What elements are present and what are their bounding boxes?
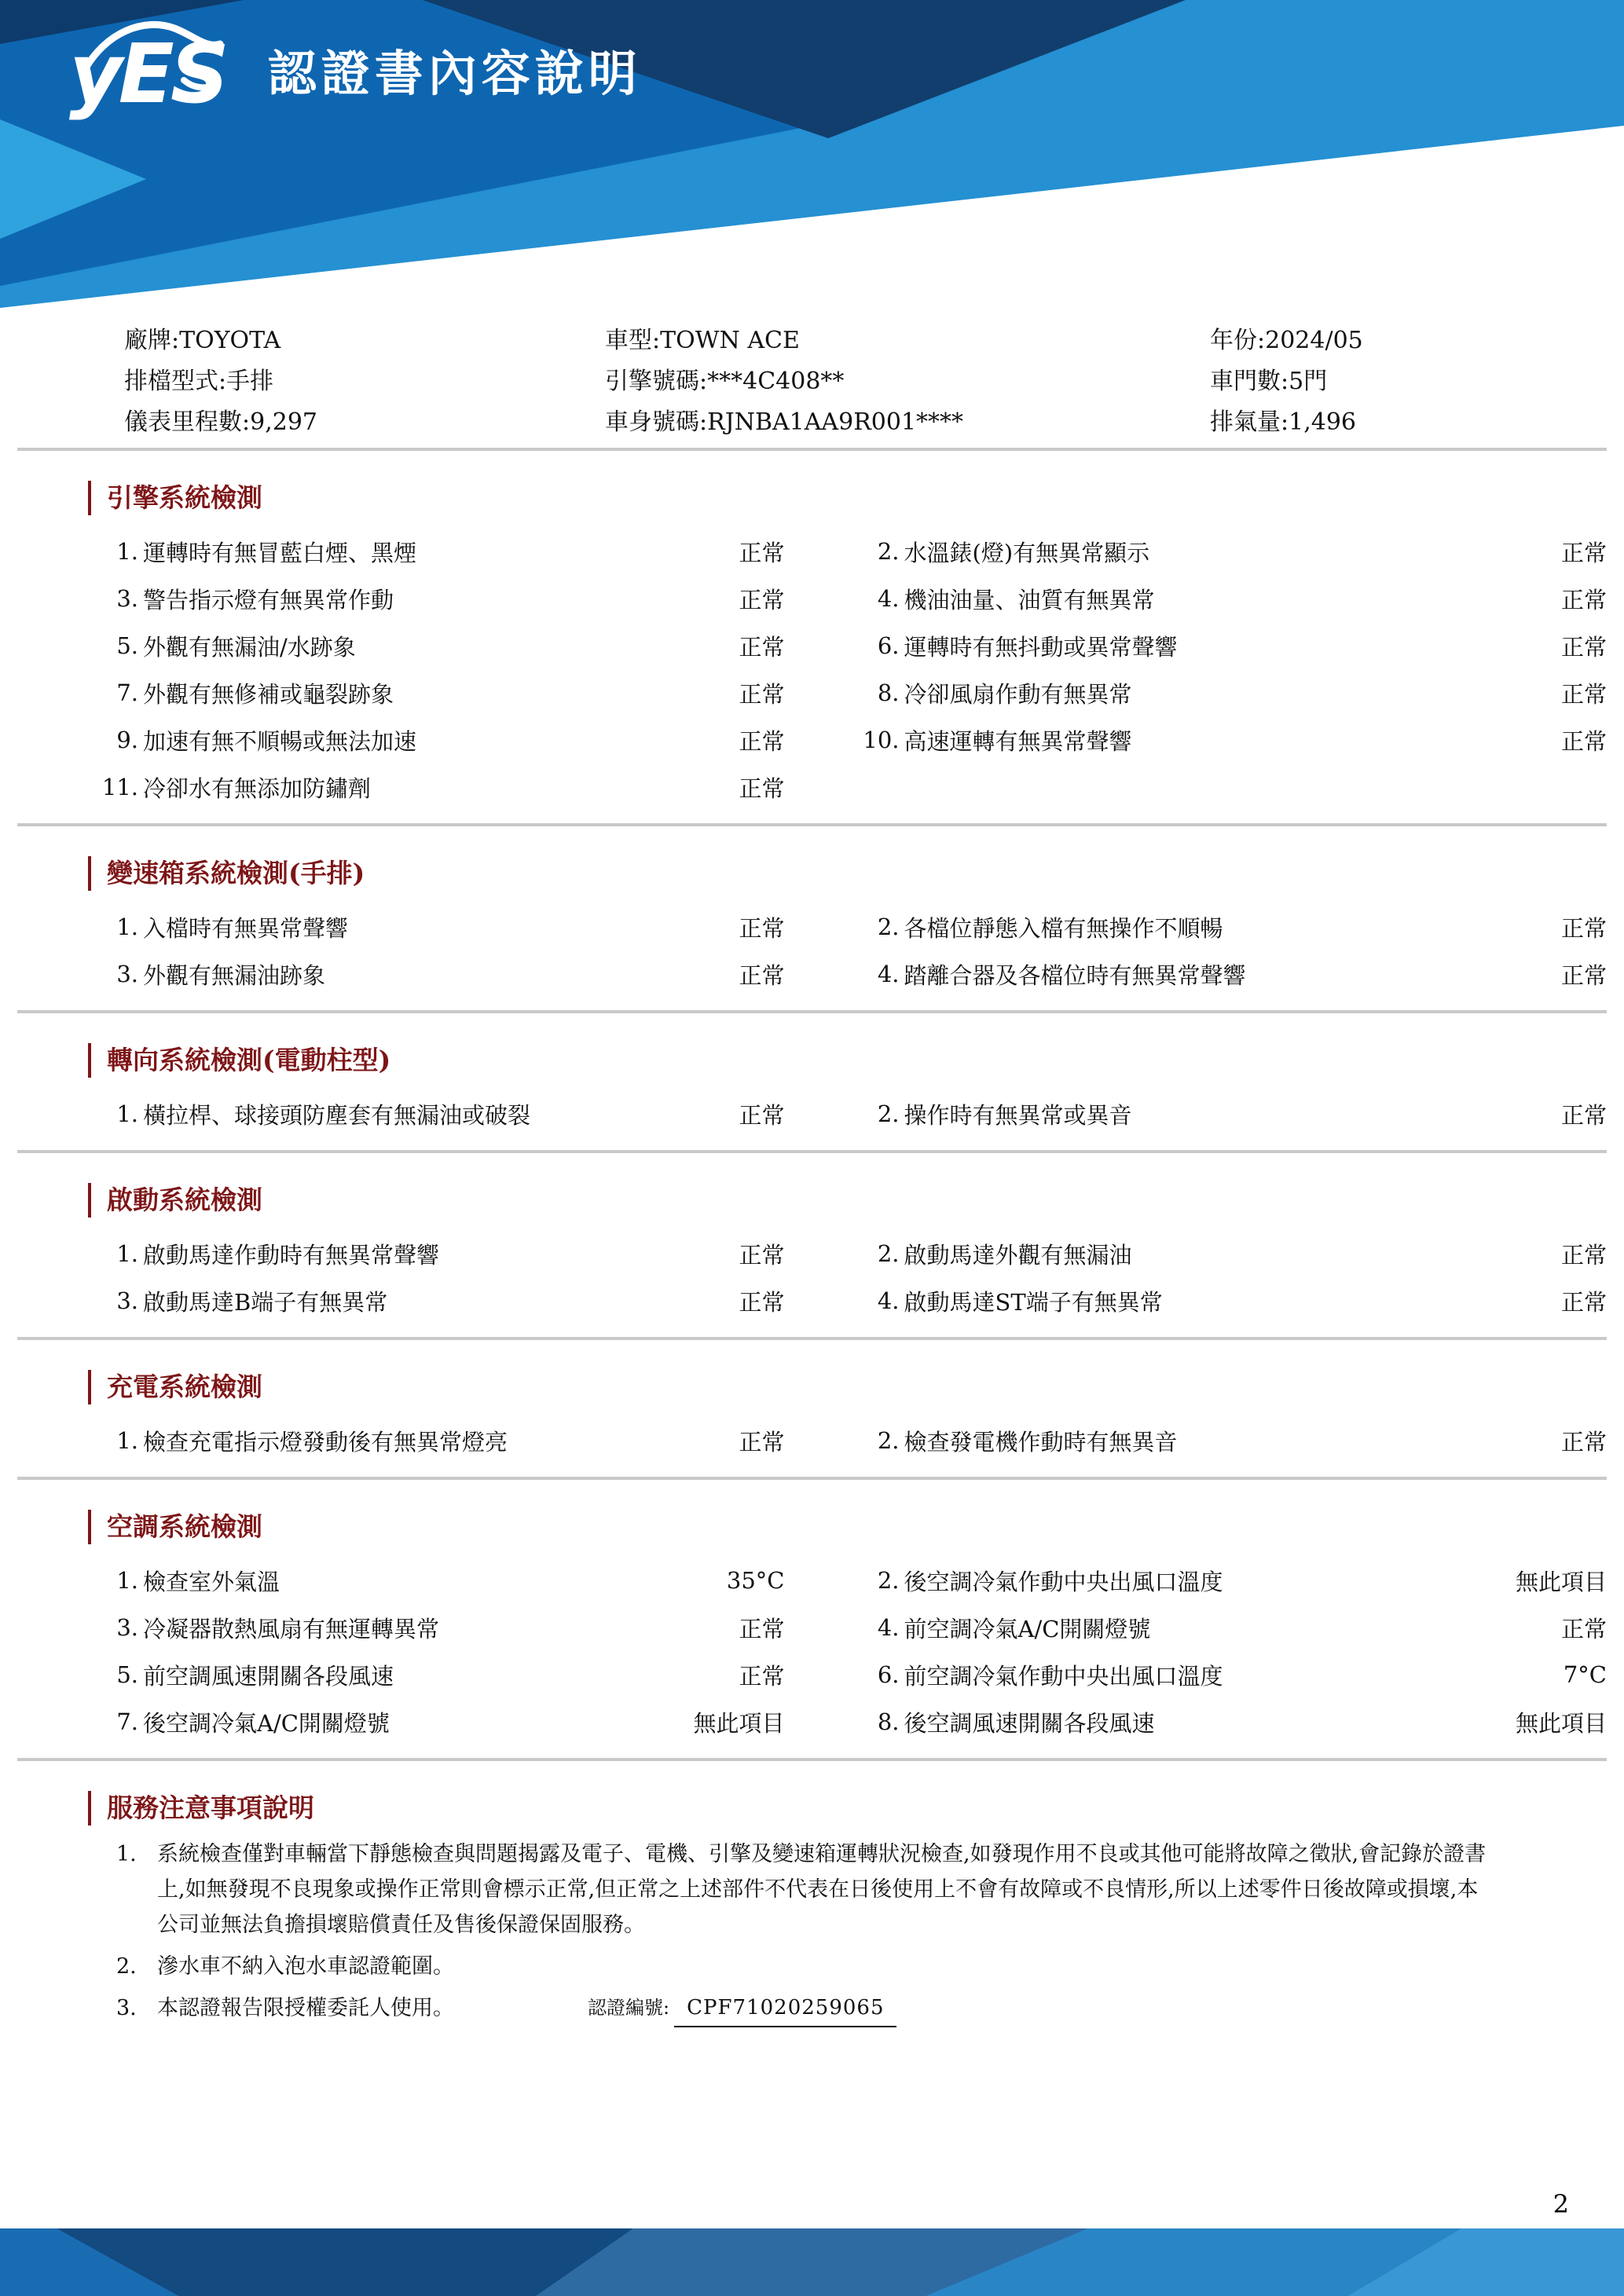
item-text: 前空調冷氣A/C開關燈號 (904, 1615, 1151, 1642)
info-label: 排氣量 (1210, 408, 1281, 436)
vehicle-info-cell (124, 361, 605, 402)
item-text: 啟動馬達外觀有無漏油 (904, 1241, 1132, 1269)
item-number: 7. (116, 1708, 138, 1735)
item-result: 正常 (739, 1428, 785, 1456)
info-value: 手排 (226, 368, 274, 395)
item-text: 各檔位靜態入檔有無操作不順暢 (904, 914, 1223, 942)
item-text: 前空調風速開關各段風速 (143, 1662, 394, 1690)
section-items (0, 1557, 1624, 1745)
vehicle-info (0, 320, 1624, 443)
item-text: 檢查室外氣溫 (143, 1568, 280, 1595)
item-number: 11. (101, 774, 138, 800)
service-notes (0, 1791, 1624, 2027)
item-number: 8. (877, 1708, 900, 1735)
note-text: 本認證報告限授權委託人使用。 (157, 1996, 454, 2020)
item-text: 加速有無不順暢或無法加速 (143, 727, 417, 755)
page-number: 2 (1553, 2189, 1569, 2219)
info-label: 廠牌 (124, 327, 171, 354)
item-number: 7. (116, 679, 138, 706)
certificate-number-value: CPF71020259065 (674, 1990, 896, 2027)
item-number: 5. (116, 632, 138, 659)
item-number: 6. (877, 1661, 900, 1688)
certificate-number-line (588, 1990, 896, 2027)
inspection-section (0, 856, 1624, 1013)
vehicle-info-cell (605, 320, 1210, 361)
inspection-item (823, 622, 1608, 669)
inspection-item (0, 1651, 785, 1698)
inspection-item (0, 903, 785, 950)
item-text: 前空調冷氣作動中央出風口溫度 (904, 1662, 1223, 1690)
item-text: 操作時有無異常或異音 (904, 1101, 1132, 1129)
item-text: 冷卻水有無添加防鏽劑 (143, 774, 372, 802)
item-result: 正常 (1560, 1241, 1607, 1269)
inspection-item (0, 622, 785, 669)
item-number: 5. (116, 1661, 138, 1688)
item-text: 啟動馬達作動時有無異常聲響 (143, 1241, 440, 1269)
item-number: 4. (877, 961, 900, 987)
inspection-item (823, 903, 1608, 950)
info-value: ***4C408** (707, 368, 845, 395)
section-divider (17, 1010, 1607, 1013)
item-number: 4. (877, 1287, 900, 1314)
vehicle-info-cell (605, 361, 1210, 402)
item-number: 9. (116, 727, 138, 753)
info-label: 車型 (605, 327, 652, 354)
note-item (116, 1836, 1577, 1943)
inspection-item (0, 764, 785, 811)
item-result: 正常 (1560, 1615, 1607, 1642)
note-text: 系統檢查僅對車輛當下靜態檢查與問題揭露及電子、電機、引擎及變速箱運轉狀況檢查,如發現作用不良或其他可能將故障之徵狀,會記錄於證書上,如無發現不良現象或操作正常則會標示正常,但正常之上述部件不代表在日後使用上不會有故障或不良情形,所以上述零件日後故障或損壞,本公司並無法負擔損壞賠償責任及售後保證保固服務。 (157, 1842, 1487, 1937)
info-value: TOYOTA (179, 327, 281, 354)
item-result: 正常 (1560, 539, 1607, 566)
item-number: 2. (877, 1240, 900, 1267)
item-text: 外觀有無修補或龜裂跡象 (143, 680, 394, 708)
item-result: 無此項目 (1515, 1568, 1607, 1595)
inspection-item (0, 1277, 785, 1324)
section-title: 變速箱系統檢測(手排) (88, 856, 1624, 891)
item-number: 1. (116, 914, 138, 940)
section-divider (17, 1477, 1607, 1480)
inspection-section (0, 1370, 1624, 1480)
item-number: 4. (877, 1614, 900, 1641)
section-items (0, 1230, 1624, 1324)
info-colon: : (699, 408, 708, 436)
inspection-section (0, 481, 1624, 826)
item-number: 3. (116, 1614, 138, 1641)
item-result: 正常 (739, 1288, 785, 1316)
note-item (116, 1990, 1577, 2027)
section-title: 空調系統檢測 (88, 1510, 1624, 1544)
item-number: 8. (877, 679, 900, 706)
item-result: 無此項目 (1515, 1709, 1607, 1737)
section-items (0, 1090, 1624, 1137)
item-number: 2. (877, 914, 900, 940)
info-value: 1,496 (1289, 408, 1356, 436)
inspection-item (823, 528, 1608, 575)
info-colon: : (171, 327, 180, 354)
notes-title: 服務注意事項說明 (88, 1791, 1624, 1825)
info-colon: : (218, 368, 227, 395)
item-text: 高速運轉有無異常聲響 (904, 727, 1132, 755)
inspection-item (0, 528, 785, 575)
inspection-item (0, 716, 785, 764)
notes-list (0, 1836, 1624, 2027)
info-label: 引擎號碼 (605, 368, 699, 395)
item-result: 正常 (739, 680, 785, 708)
yes-logo-text: yES (69, 26, 225, 122)
item-result: 正常 (739, 727, 785, 755)
item-result: 正常 (1560, 914, 1607, 942)
item-text: 外觀有無漏油/水跡象 (143, 633, 356, 661)
info-label: 年份 (1210, 327, 1257, 354)
item-result: 正常 (1560, 1101, 1607, 1129)
section-title: 充電系統檢測 (88, 1370, 1624, 1404)
item-result: 正常 (739, 914, 785, 942)
inspection-item (0, 575, 785, 622)
vehicle-info-cell (605, 402, 1210, 443)
info-label: 儀表里程數 (124, 408, 242, 436)
inspection-item (823, 1090, 1608, 1137)
item-number: 3. (116, 585, 138, 612)
inspection-item (0, 1230, 785, 1277)
item-text: 警告指示燈有無異常作動 (143, 586, 394, 613)
section-divider (17, 823, 1607, 826)
info-value: 5門 (1289, 368, 1328, 395)
item-result: 35°C (726, 1567, 785, 1594)
item-result: 正常 (1560, 1428, 1607, 1456)
inspection-item (823, 1277, 1608, 1324)
item-result: 正常 (739, 586, 785, 613)
item-result: 正常 (1560, 961, 1607, 989)
section-divider (17, 1150, 1607, 1153)
item-text: 檢查發電機作動時有無異音 (904, 1428, 1178, 1456)
item-text: 入檔時有無異常聲響 (143, 914, 349, 942)
item-number: 3. (116, 1287, 138, 1314)
inspection-item (823, 1604, 1608, 1651)
item-number: 1. (116, 538, 138, 565)
item-result: 無此項目 (693, 1709, 785, 1737)
item-text: 橫拉桿、球接頭防塵套有無漏油或破裂 (143, 1101, 531, 1129)
section-items (0, 903, 1624, 998)
item-result: 正常 (739, 1615, 785, 1642)
note-item (116, 1949, 1577, 1984)
item-number: 1. (116, 1100, 138, 1127)
item-result: 正常 (1560, 633, 1607, 661)
vehicle-info-cell (1210, 402, 1624, 443)
vehicle-info-cell (124, 320, 605, 361)
item-result: 正常 (739, 1101, 785, 1129)
item-result: 正常 (1560, 1288, 1607, 1316)
item-result: 正常 (1560, 727, 1607, 755)
item-text: 後空調冷氣A/C開關燈號 (143, 1709, 390, 1737)
item-number: 10. (863, 727, 900, 753)
inspection-item (0, 950, 785, 998)
inspection-item (0, 1604, 785, 1651)
item-text: 水溫錶(燈)有無異常顯示 (904, 539, 1150, 566)
item-number: 2. (877, 538, 900, 565)
inspection-item (0, 1698, 785, 1745)
inspection-item (823, 716, 1608, 764)
item-number: 2. (877, 1567, 900, 1594)
inspection-item (823, 1557, 1608, 1604)
inspection-section (0, 1043, 1624, 1153)
item-number: 3. (116, 961, 138, 987)
info-label: 排檔型式 (124, 368, 218, 395)
vehicle-info-cell (1210, 320, 1624, 361)
inspection-item (0, 669, 785, 716)
item-number: 6. (877, 632, 900, 659)
inspection-item (823, 950, 1608, 998)
inspection-item (823, 1417, 1608, 1464)
info-colon: : (242, 408, 251, 436)
section-title: 啟動系統檢測 (88, 1183, 1624, 1218)
inspection-section (0, 1510, 1624, 1761)
inspection-item (823, 575, 1608, 622)
inspection-item (823, 1651, 1608, 1698)
inspection-item (0, 1090, 785, 1137)
item-result: 正常 (739, 774, 785, 802)
item-result: 正常 (739, 961, 785, 989)
note-number: 3. (116, 1996, 137, 2020)
inspection-item (823, 669, 1608, 716)
item-text: 後空調冷氣作動中央出風口溫度 (904, 1568, 1223, 1595)
item-text: 啟動馬達B端子有無異常 (143, 1288, 388, 1316)
certificate-number-label: 認證編號: (588, 1997, 670, 2019)
item-number: 2. (877, 1427, 900, 1454)
item-text: 踏離合器及各檔位時有無異常聲響 (904, 961, 1246, 989)
page-header-banner (0, 0, 1624, 314)
info-colon: : (1257, 327, 1266, 354)
item-result: 正常 (739, 1241, 785, 1269)
brand-block (69, 26, 642, 122)
section-divider (17, 1758, 1607, 1761)
section-items (0, 528, 1624, 811)
item-number: 4. (877, 585, 900, 612)
item-number: 2. (877, 1100, 900, 1127)
info-value: 2024/05 (1265, 327, 1363, 354)
section-items (0, 1417, 1624, 1464)
page-title: 認證書內容說明 (267, 44, 642, 102)
inspection-item (823, 1230, 1608, 1277)
info-colon: : (1281, 408, 1289, 436)
info-colon: : (699, 368, 708, 395)
item-text: 外觀有無漏油跡象 (143, 961, 326, 989)
inspection-item (0, 1417, 785, 1464)
info-value: TOWN ACE (660, 327, 800, 354)
page-footer-band (0, 2228, 1624, 2296)
item-result: 正常 (739, 633, 785, 661)
yes-logo (69, 26, 225, 122)
info-divider (17, 448, 1607, 451)
item-text: 冷凝器散熱風扇有無運轉異常 (143, 1615, 440, 1642)
vehicle-info-cell (1210, 361, 1624, 402)
item-result: 正常 (1560, 680, 1607, 708)
note-text: 滲水車不納入泡水車認證範圍。 (157, 1954, 454, 1979)
info-label: 車身號碼 (605, 408, 699, 436)
item-text: 運轉時有無冒藍白煙、黑煙 (143, 539, 417, 566)
item-text: 啟動馬達ST端子有無異常 (904, 1288, 1163, 1316)
item-number: 1. (116, 1427, 138, 1454)
item-result: 正常 (1560, 586, 1607, 613)
info-colon: : (1281, 368, 1289, 395)
info-value: 9,297 (250, 408, 317, 436)
inspection-sections (0, 481, 1624, 1761)
inspection-section (0, 1183, 1624, 1340)
item-text: 檢查充電指示燈發動後有無異常燈亮 (143, 1428, 508, 1456)
info-colon: : (652, 327, 661, 354)
section-title: 引擎系統檢測 (88, 481, 1624, 515)
item-text: 冷卻風扇作動有無異常 (904, 680, 1132, 708)
info-value: RJNBA1AA9R001**** (707, 408, 964, 436)
item-text: 機油油量、油質有無異常 (904, 586, 1155, 613)
note-number: 2. (116, 1954, 137, 1979)
item-result: 正常 (739, 1662, 785, 1690)
item-result: 正常 (739, 539, 785, 566)
item-number: 1. (116, 1240, 138, 1267)
item-text: 後空調風速開關各段風速 (904, 1709, 1155, 1737)
item-number: 1. (116, 1567, 138, 1594)
note-number: 1. (116, 1842, 137, 1866)
inspection-item (823, 1698, 1608, 1745)
section-title: 轉向系統檢測(電動柱型) (88, 1043, 1624, 1078)
info-label: 車門數 (1210, 368, 1281, 395)
item-text: 運轉時有無抖動或異常聲響 (904, 633, 1178, 661)
item-result: 7°C (1563, 1661, 1607, 1688)
section-divider (17, 1337, 1607, 1340)
vehicle-info-cell (124, 402, 605, 443)
inspection-item (0, 1557, 785, 1604)
